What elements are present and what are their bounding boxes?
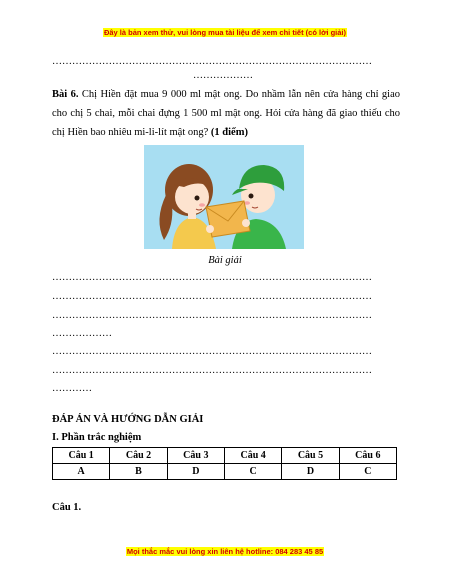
- girl-and-delivery-boy-illustration: [144, 145, 304, 249]
- answer-line: ……………………………………………………………………………………: [52, 56, 372, 67]
- answer-table-row: [53, 464, 397, 480]
- section-title: I. Phần trắc nghiệm: [52, 432, 142, 443]
- answer-line-short: ………………: [193, 70, 253, 81]
- answers-title: ĐÁP ÁN VÀ HƯỚNG DẪN GIẢI: [52, 414, 204, 425]
- answer-table-header: Câu 2: [110, 448, 167, 464]
- answer-table-header: Câu 5: [282, 448, 339, 464]
- answer-line: ……………………………………………………………………………………: [52, 365, 372, 376]
- answer-table-cell: C: [339, 464, 396, 480]
- header-notice: Đây là bản xem thử, vui lòng mua tài liệu để xem chi tiết (có lời giải): [103, 28, 347, 37]
- footer-notice: Mọi thắc mắc vui lòng xin liên hệ hotline: 084 283 45 85: [126, 547, 324, 556]
- answer-table: [52, 447, 397, 480]
- answer-table-header: Câu 4: [224, 448, 281, 464]
- solution-label: Bài giải: [208, 255, 242, 266]
- answer-table-cell: D: [167, 464, 224, 480]
- answer-line: ……………………………………………………………………………………: [52, 310, 372, 321]
- answer-table-cell: C: [224, 464, 281, 480]
- answer-table-header: Câu 3: [167, 448, 224, 464]
- answer-table-header-row: [53, 448, 397, 464]
- answer-table-cell: D: [282, 464, 339, 480]
- answer-line-short: ………………: [52, 328, 112, 339]
- problem-text: Chị Hiền đặt mua 9 000 ml mật ong. Do nhầm lẫn nên cửa hàng chỉ giao cho chị 5 chai, mỗi chai đựng 1 500 ml mật ong. Hỏi cửa hàng đã giao thiếu cho chị Hiền bao nhiêu mi-li-lít mật ong?: [52, 89, 400, 138]
- answer-line: ……………………………………………………………………………………: [52, 272, 372, 283]
- problem-points: (1 điểm): [210, 127, 248, 138]
- answer-line-tiny: …………: [52, 383, 92, 394]
- question-heading: Câu 1.: [52, 502, 82, 513]
- problem-label: Bài 6.: [52, 89, 79, 100]
- answer-line: ……………………………………………………………………………………: [52, 346, 372, 357]
- problem-paragraph: [52, 85, 400, 142]
- answer-table-header: Câu 6: [339, 448, 396, 464]
- answer-line: ……………………………………………………………………………………: [52, 291, 372, 302]
- answer-table-header: Câu 1: [53, 448, 110, 464]
- answer-table-cell: A: [53, 464, 110, 480]
- answer-table-cell: B: [110, 464, 167, 480]
